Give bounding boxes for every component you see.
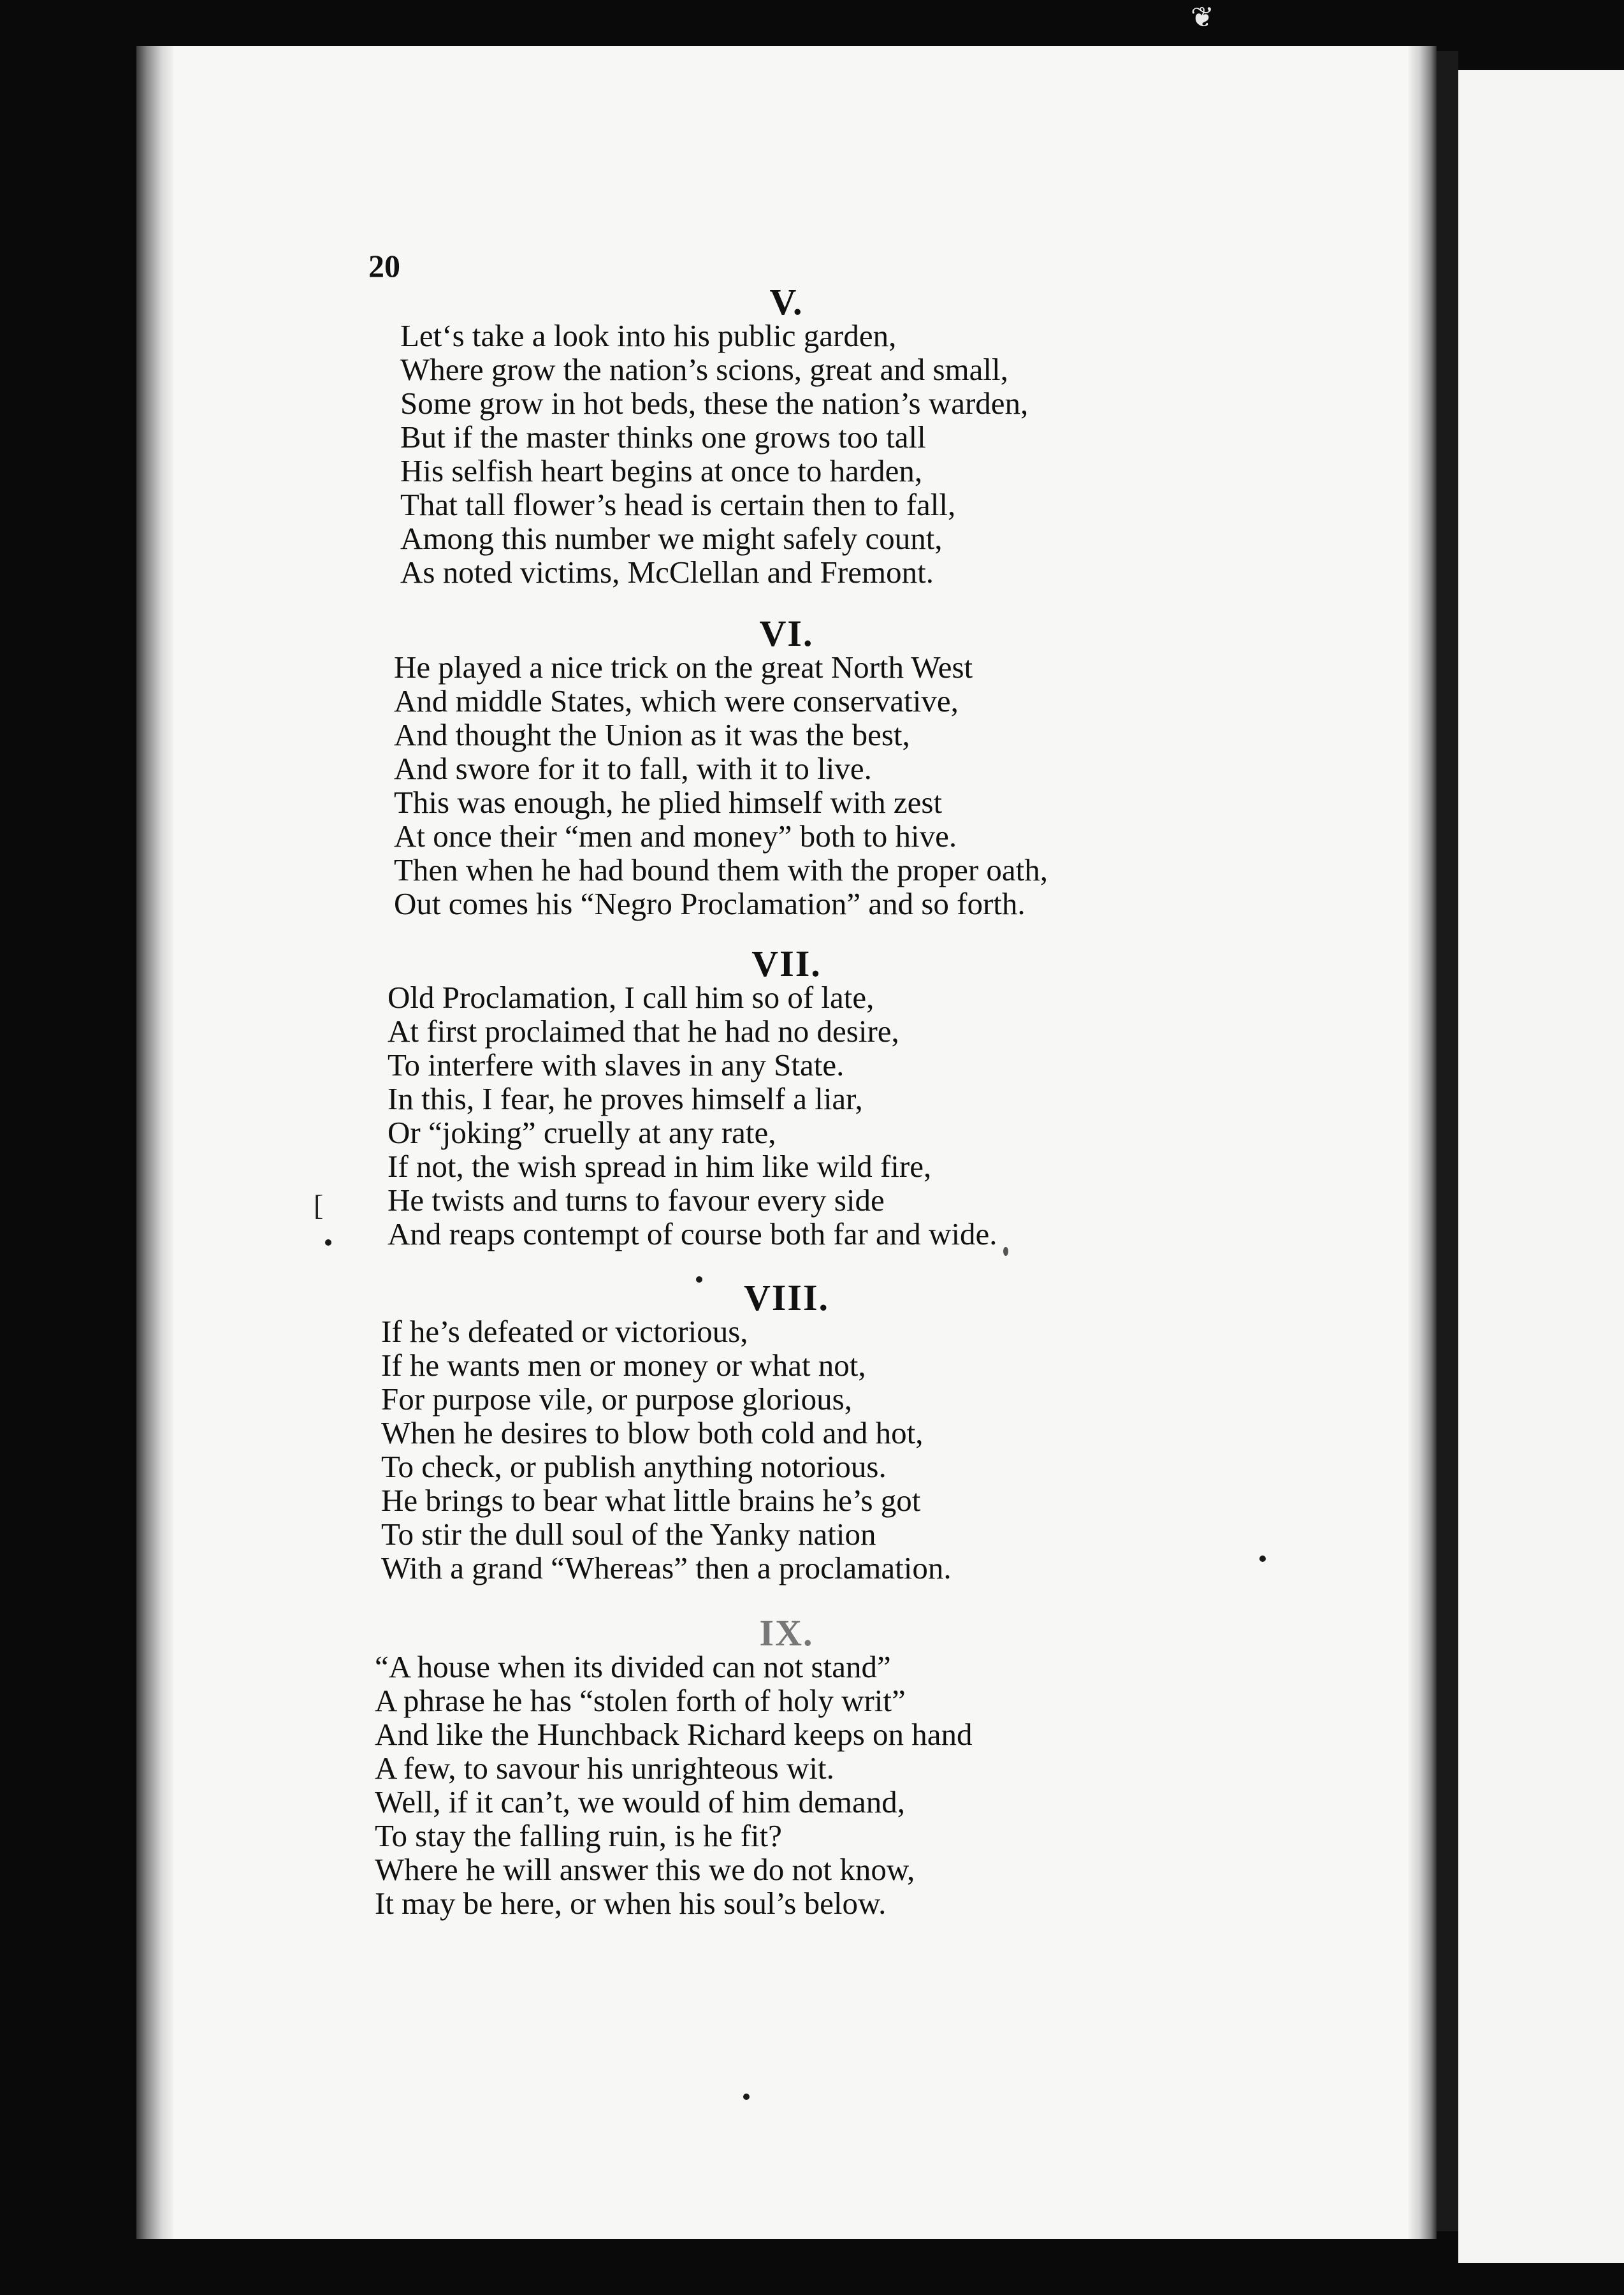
stanza-heading-v: V.: [769, 281, 804, 323]
verse-line: To interfere with slaves in any State.: [388, 1047, 845, 1082]
verse-line: To stir the dull soul of the Yanky nation: [381, 1517, 876, 1552]
verse-line: Well, if it can’t, we would of him demand,: [375, 1784, 906, 1819]
stanza-v: [400, 319, 1028, 589]
scan-fleck: [696, 1276, 702, 1283]
verse-line: If he’s defeated or victorious,: [381, 1314, 748, 1349]
facing-page-edge: [1458, 70, 1624, 2263]
verse-line: It may be here, or when his soul’s below.: [375, 1886, 887, 1921]
scan-fleck: [1259, 1556, 1266, 1562]
page-right-edge-shadow: [1409, 46, 1437, 2239]
verse-line: Where grow the nation’s scions, great and small,: [400, 352, 1008, 387]
verse-line: And swore for it to fall, with it to live.: [394, 751, 872, 786]
verse-line: This was enough, he plied himself with zest: [394, 785, 943, 820]
verse-line: To check, or publish anything notorious.: [381, 1449, 887, 1484]
page-number: 20: [368, 248, 400, 284]
verse-line: Out comes his “Negro Proclamation” and so forth.: [394, 886, 1026, 921]
verse-line: That tall flower’s head is certain then to fall,: [400, 487, 956, 522]
verse-line: Or “joking” cruelly at any rate,: [388, 1115, 776, 1150]
verse-line: He twists and turns to favour every side: [388, 1183, 885, 1218]
verse-line: When he desires to blow both cold and hot,: [381, 1415, 924, 1450]
verse-line: His selfish heart begins at once to harden,: [400, 453, 923, 488]
verse-line: And thought the Union as it was the best,: [394, 717, 910, 752]
verse-line: And like the Hunchback Richard keeps on hand: [375, 1717, 973, 1752]
stanza-heading-viii: VIII.: [743, 1277, 830, 1318]
verse-line: “A house when its divided can not stand”: [375, 1649, 891, 1684]
verse-line: He played a nice trick on the great North West: [394, 650, 973, 685]
verse-line: At once their “men and money” both to hive.: [394, 819, 957, 854]
verse-line: Old Proclamation, I call him so of late,: [388, 980, 874, 1015]
scan-fleck: [743, 2094, 750, 2100]
scan-bracket-mark: [: [314, 1189, 324, 1221]
verse-line: Let‘s take a look into his public garden,: [400, 318, 897, 353]
scan-fleck: [325, 1239, 331, 1246]
verse-line: And reaps contempt of course both far and wide.: [388, 1216, 997, 1251]
verse-line: Some grow in hot beds, these the nation’s warden,: [400, 386, 1029, 421]
verse-line: Then when he had bound them with the proper oath,: [394, 852, 1048, 887]
stanza-heading-vi: VI.: [759, 613, 814, 654]
verse-line: With a grand “Whereas” then a proclamation.: [381, 1550, 952, 1585]
verse-line: As noted victims, McClellan and Fremont.: [400, 555, 934, 590]
stanza-vi: [394, 650, 1048, 921]
stanza-heading-vii: VII.: [751, 943, 822, 984]
verse-line: If he wants men or money or what not,: [381, 1348, 866, 1383]
verse-line: But if the master thinks one grows too tall: [400, 419, 926, 455]
scan-speck: ❦: [1191, 1, 1214, 34]
verse-line: If not, the wish spread in him like wild fire,: [388, 1149, 932, 1184]
verse-line: He brings to bear what little brains he’s got: [381, 1483, 921, 1518]
verse-line: A phrase he has “stolen forth of holy writ”: [375, 1683, 906, 1718]
verse-line: For purpose vile, or purpose glorious,: [381, 1381, 852, 1417]
stanza-ix: [375, 1650, 973, 1920]
spine-shadow: [1437, 51, 1458, 2231]
stanza-viii: [381, 1315, 952, 1585]
verse-line: Among this number we might safely count,: [400, 521, 943, 556]
verse-line: At first proclaimed that he had no desire,: [388, 1014, 899, 1049]
page-left-edge-shadow: [136, 46, 173, 2239]
verse-line: And middle States, which were conservative,: [394, 683, 959, 718]
verse-line: A few, to savour his unrighteous wit.: [375, 1751, 834, 1786]
verse-line: To stay the falling ruin, is he fit?: [375, 1818, 782, 1853]
verse-line: In this, I fear, he proves himself a liar,: [388, 1081, 863, 1116]
stanza-heading-ix: IX.: [759, 1612, 814, 1654]
stanza-vii: [388, 980, 997, 1251]
scan-fleck: [1003, 1247, 1008, 1256]
verse-line: Where he will answer this we do not know,: [375, 1852, 915, 1887]
